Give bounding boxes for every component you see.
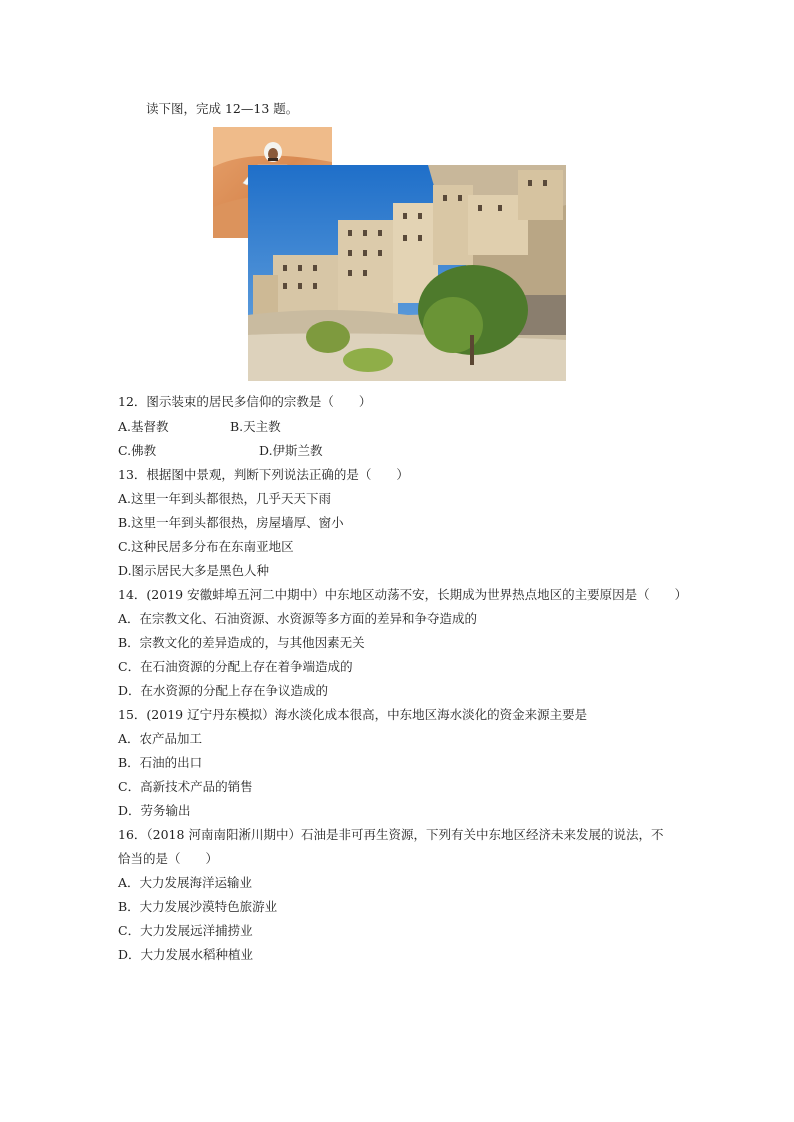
question-16-option-a: A．大力发展海洋运输业 [118,875,253,890]
question-13-option-d: D.图示居民大多是黑色人种 [118,563,270,578]
question-13-option-c: C.这种民居多分布在东南亚地区 [118,539,294,554]
question-15-option-c: C．高新技术产品的销售 [118,779,253,794]
question-12-options-row1 [118,419,281,435]
question-14-option-d: D．在水资源的分配上存在争议造成的 [118,683,329,698]
question-14-option-b: B．宗教文化的差异造成的，与其他因素无关 [118,635,365,650]
question-16-stem-line2: 恰当的是（ ） [118,851,219,866]
question-16-option-b: B．大力发展沙漠特色旅游业 [118,899,278,914]
question-14-option-c: C．在石油资源的分配上存在着争端造成的 [118,659,353,674]
option-a: A.基督教 [118,419,169,434]
question-14-option-a: A．在宗教文化、石油资源、水资源等多方面的差异和争夺造成的 [118,611,478,626]
question-13-stem: 13．根据图中景观，判断下列说法正确的是（ ） [118,467,409,482]
question-15-option-a: A．农产品加工 [118,731,203,746]
question-12-stem: 12．图示装束的居民多信仰的宗教是（ ） [118,394,372,409]
intro-text: 读下图，完成 12—13 题。 [146,101,299,116]
option-d: D.伊斯兰教 [259,443,323,458]
mudbrick-buildings-photo [248,165,566,381]
question-15-stem: 15．(2019 辽宁丹东模拟）海水淡化成本很高，中东地区海水淡化的资金来源主要是 [118,707,588,722]
question-16-option-c: C．大力发展远洋捕捞业 [118,923,253,938]
question-14-stem: 14．(2019 安徽蚌埠五河二中期中）中东地区动荡不安，长期成为世界热点地区的主要原因是（ ） [118,587,688,602]
option-c: C.佛教 [118,443,157,458]
question-16-option-d: D．大力发展水稻种植业 [118,947,254,962]
question-13-option-b: B.这里一年到头都很热，房屋墙厚、窗小 [118,515,344,530]
question-15-option-b: B．石油的出口 [118,755,203,770]
question-12-options-row2 [118,443,323,459]
question-15-option-d: D．劳务输出 [118,803,191,818]
question-16-stem-line1: 16．（2018 河南南阳淅川期中）石油是非可再生资源，下列有关中东地区经济未来发展的说法，不 [118,827,664,842]
question-13-option-a: A.这里一年到头都很热，几乎天天下雨 [118,491,332,506]
option-b: B.天主教 [230,419,281,434]
